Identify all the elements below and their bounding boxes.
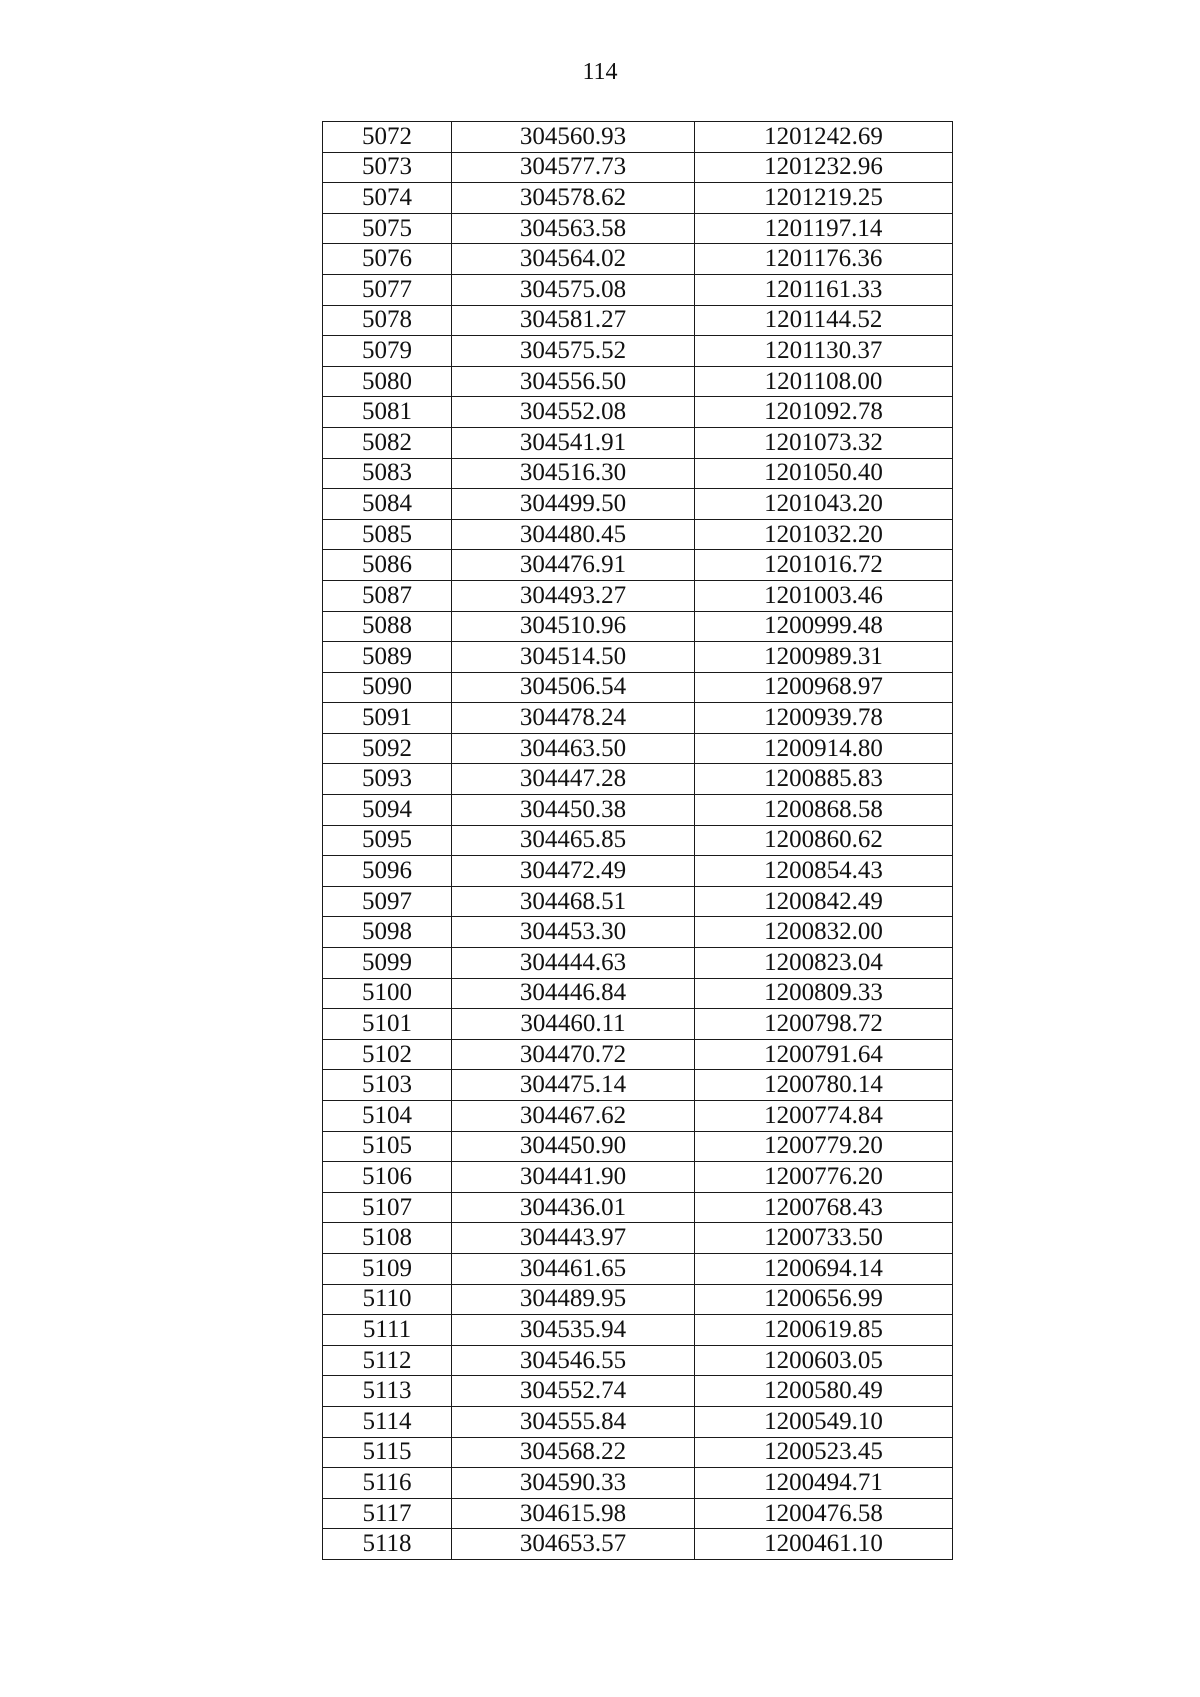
point-number-cell: 5117 [323, 1498, 452, 1529]
y-coordinate-cell: 1200854.43 [695, 856, 953, 887]
x-coordinate-cell: 304467.62 [452, 1101, 695, 1132]
point-number-cell: 5092 [323, 733, 452, 764]
point-number-cell: 5079 [323, 336, 452, 367]
table-row [323, 1131, 953, 1162]
x-coordinate-cell: 304470.72 [452, 1039, 695, 1070]
point-number-cell: 5074 [323, 183, 452, 214]
point-number-cell: 5090 [323, 672, 452, 703]
x-coordinate-cell: 304436.01 [452, 1192, 695, 1223]
point-number-cell: 5116 [323, 1468, 452, 1499]
point-number-cell: 5102 [323, 1039, 452, 1070]
point-number-cell: 5095 [323, 825, 452, 856]
y-coordinate-cell: 1200619.85 [695, 1315, 953, 1346]
table-row [323, 244, 953, 275]
table-row [323, 978, 953, 1009]
table-row [323, 703, 953, 734]
table-row [323, 917, 953, 948]
point-number-cell: 5084 [323, 489, 452, 520]
x-coordinate-cell: 304447.28 [452, 764, 695, 795]
table-row [323, 1406, 953, 1437]
x-coordinate-cell: 304446.84 [452, 978, 695, 1009]
table-row [323, 1498, 953, 1529]
point-number-cell: 5104 [323, 1101, 452, 1132]
y-coordinate-cell: 1200791.64 [695, 1039, 953, 1070]
x-coordinate-cell: 304472.49 [452, 856, 695, 887]
table-row [323, 1529, 953, 1560]
table-row [323, 1192, 953, 1223]
table-row [323, 152, 953, 183]
x-coordinate-cell: 304578.62 [452, 183, 695, 214]
table-row [323, 366, 953, 397]
table-row [323, 886, 953, 917]
point-number-cell: 5083 [323, 458, 452, 489]
table-row [323, 611, 953, 642]
point-number-cell: 5118 [323, 1529, 452, 1560]
point-number-cell: 5098 [323, 917, 452, 948]
y-coordinate-cell: 1201242.69 [695, 122, 953, 153]
point-number-cell: 5115 [323, 1437, 452, 1468]
y-coordinate-cell: 1200868.58 [695, 795, 953, 826]
table-row [323, 1376, 953, 1407]
table-row [323, 305, 953, 336]
x-coordinate-cell: 304441.90 [452, 1162, 695, 1193]
table-row [323, 213, 953, 244]
table-row [323, 183, 953, 214]
table-row [323, 458, 953, 489]
point-number-cell: 5099 [323, 948, 452, 979]
y-coordinate-cell: 1201108.00 [695, 366, 953, 397]
x-coordinate-cell: 304568.22 [452, 1437, 695, 1468]
y-coordinate-cell: 1200885.83 [695, 764, 953, 795]
y-coordinate-cell: 1200476.58 [695, 1498, 953, 1529]
y-coordinate-cell: 1201232.96 [695, 152, 953, 183]
x-coordinate-cell: 304444.63 [452, 948, 695, 979]
x-coordinate-cell: 304453.30 [452, 917, 695, 948]
point-number-cell: 5077 [323, 274, 452, 305]
y-coordinate-cell: 1201219.25 [695, 183, 953, 214]
point-number-cell: 5082 [323, 427, 452, 458]
page-number: 114 [582, 59, 618, 85]
point-number-cell: 5112 [323, 1345, 452, 1376]
table-row [323, 795, 953, 826]
x-coordinate-cell: 304463.50 [452, 733, 695, 764]
point-number-cell: 5072 [323, 122, 452, 153]
y-coordinate-cell: 1200523.45 [695, 1437, 953, 1468]
coordinates-table-body [323, 122, 953, 1560]
table-row [323, 672, 953, 703]
point-number-cell: 5111 [323, 1315, 452, 1346]
point-number-cell: 5113 [323, 1376, 452, 1407]
y-coordinate-cell: 1200860.62 [695, 825, 953, 856]
table-row [323, 427, 953, 458]
x-coordinate-cell: 304563.58 [452, 213, 695, 244]
x-coordinate-cell: 304590.33 [452, 1468, 695, 1499]
x-coordinate-cell: 304476.91 [452, 550, 695, 581]
y-coordinate-cell: 1200603.05 [695, 1345, 953, 1376]
x-coordinate-cell: 304461.65 [452, 1253, 695, 1284]
x-coordinate-cell: 304581.27 [452, 305, 695, 336]
table-row [323, 764, 953, 795]
x-coordinate-cell: 304460.11 [452, 1009, 695, 1040]
y-coordinate-cell: 1200999.48 [695, 611, 953, 642]
table-row [323, 825, 953, 856]
x-coordinate-cell: 304443.97 [452, 1223, 695, 1254]
table-row [323, 550, 953, 581]
x-coordinate-cell: 304516.30 [452, 458, 695, 489]
point-number-cell: 5097 [323, 886, 452, 917]
point-number-cell: 5107 [323, 1192, 452, 1223]
y-coordinate-cell: 1201073.32 [695, 427, 953, 458]
y-coordinate-cell: 1200656.99 [695, 1284, 953, 1315]
table-row [323, 336, 953, 367]
y-coordinate-cell: 1200842.49 [695, 886, 953, 917]
table-row [323, 1284, 953, 1315]
table-row [323, 122, 953, 153]
x-coordinate-cell: 304450.90 [452, 1131, 695, 1162]
y-coordinate-cell: 1201176.36 [695, 244, 953, 275]
table-row [323, 1009, 953, 1040]
x-coordinate-cell: 304465.85 [452, 825, 695, 856]
table-row [323, 1468, 953, 1499]
x-coordinate-cell: 304552.08 [452, 397, 695, 428]
x-coordinate-cell: 304555.84 [452, 1406, 695, 1437]
y-coordinate-cell: 1201050.40 [695, 458, 953, 489]
table-row [323, 1101, 953, 1132]
y-coordinate-cell: 1200461.10 [695, 1529, 953, 1560]
x-coordinate-cell: 304506.54 [452, 672, 695, 703]
point-number-cell: 5100 [323, 978, 452, 1009]
x-coordinate-cell: 304575.08 [452, 274, 695, 305]
y-coordinate-cell: 1201092.78 [695, 397, 953, 428]
point-number-cell: 5091 [323, 703, 452, 734]
y-coordinate-cell: 1200914.80 [695, 733, 953, 764]
point-number-cell: 5088 [323, 611, 452, 642]
point-number-cell: 5109 [323, 1253, 452, 1284]
table-row [323, 1345, 953, 1376]
table-row [323, 274, 953, 305]
table-row [323, 642, 953, 673]
y-coordinate-cell: 1201043.20 [695, 489, 953, 520]
y-coordinate-cell: 1200939.78 [695, 703, 953, 734]
x-coordinate-cell: 304556.50 [452, 366, 695, 397]
x-coordinate-cell: 304560.93 [452, 122, 695, 153]
x-coordinate-cell: 304480.45 [452, 519, 695, 550]
x-coordinate-cell: 304546.55 [452, 1345, 695, 1376]
y-coordinate-cell: 1200694.14 [695, 1253, 953, 1284]
y-coordinate-cell: 1200809.33 [695, 978, 953, 1009]
point-number-cell: 5076 [323, 244, 452, 275]
point-number-cell: 5089 [323, 642, 452, 673]
table-row [323, 489, 953, 520]
y-coordinate-cell: 1200989.31 [695, 642, 953, 673]
y-coordinate-cell: 1200768.43 [695, 1192, 953, 1223]
y-coordinate-cell: 1201130.37 [695, 336, 953, 367]
point-number-cell: 5096 [323, 856, 452, 887]
x-coordinate-cell: 304475.14 [452, 1070, 695, 1101]
table-row [323, 397, 953, 428]
x-coordinate-cell: 304564.02 [452, 244, 695, 275]
y-coordinate-cell: 1201161.33 [695, 274, 953, 305]
point-number-cell: 5085 [323, 519, 452, 550]
point-number-cell: 5081 [323, 397, 452, 428]
table-row [323, 580, 953, 611]
x-coordinate-cell: 304615.98 [452, 1498, 695, 1529]
point-number-cell: 5101 [323, 1009, 452, 1040]
table-row [323, 733, 953, 764]
y-coordinate-cell: 1200968.97 [695, 672, 953, 703]
table-row [323, 1039, 953, 1070]
table-row [323, 519, 953, 550]
x-coordinate-cell: 304499.50 [452, 489, 695, 520]
table-row [323, 1162, 953, 1193]
x-coordinate-cell: 304489.95 [452, 1284, 695, 1315]
x-coordinate-cell: 304552.74 [452, 1376, 695, 1407]
point-number-cell: 5080 [323, 366, 452, 397]
y-coordinate-cell: 1201144.52 [695, 305, 953, 336]
y-coordinate-cell: 1200580.49 [695, 1376, 953, 1407]
point-number-cell: 5094 [323, 795, 452, 826]
point-number-cell: 5114 [323, 1406, 452, 1437]
x-coordinate-cell: 304575.52 [452, 336, 695, 367]
x-coordinate-cell: 304514.50 [452, 642, 695, 673]
point-number-cell: 5086 [323, 550, 452, 581]
y-coordinate-cell: 1201016.72 [695, 550, 953, 581]
point-number-cell: 5103 [323, 1070, 452, 1101]
coordinates-table [322, 121, 953, 1560]
y-coordinate-cell: 1200823.04 [695, 948, 953, 979]
table-row [323, 1070, 953, 1101]
y-coordinate-cell: 1200733.50 [695, 1223, 953, 1254]
y-coordinate-cell: 1200780.14 [695, 1070, 953, 1101]
table-row [323, 856, 953, 887]
point-number-cell: 5078 [323, 305, 452, 336]
point-number-cell: 5106 [323, 1162, 452, 1193]
point-number-cell: 5110 [323, 1284, 452, 1315]
x-coordinate-cell: 304468.51 [452, 886, 695, 917]
y-coordinate-cell: 1200779.20 [695, 1131, 953, 1162]
table-row [323, 1253, 953, 1284]
table-row [323, 1315, 953, 1346]
point-number-cell: 5075 [323, 213, 452, 244]
point-number-cell: 5087 [323, 580, 452, 611]
point-number-cell: 5093 [323, 764, 452, 795]
y-coordinate-cell: 1201197.14 [695, 213, 953, 244]
x-coordinate-cell: 304450.38 [452, 795, 695, 826]
x-coordinate-cell: 304510.96 [452, 611, 695, 642]
x-coordinate-cell: 304478.24 [452, 703, 695, 734]
table-row [323, 1223, 953, 1254]
y-coordinate-cell: 1200774.84 [695, 1101, 953, 1132]
y-coordinate-cell: 1200549.10 [695, 1406, 953, 1437]
y-coordinate-cell: 1201032.20 [695, 519, 953, 550]
table-row [323, 948, 953, 979]
y-coordinate-cell: 1200776.20 [695, 1162, 953, 1193]
x-coordinate-cell: 304535.94 [452, 1315, 695, 1346]
y-coordinate-cell: 1200832.00 [695, 917, 953, 948]
x-coordinate-cell: 304577.73 [452, 152, 695, 183]
y-coordinate-cell: 1201003.46 [695, 580, 953, 611]
table-row [323, 1437, 953, 1468]
y-coordinate-cell: 1200798.72 [695, 1009, 953, 1040]
point-number-cell: 5105 [323, 1131, 452, 1162]
x-coordinate-cell: 304653.57 [452, 1529, 695, 1560]
x-coordinate-cell: 304493.27 [452, 580, 695, 611]
point-number-cell: 5108 [323, 1223, 452, 1254]
point-number-cell: 5073 [323, 152, 452, 183]
y-coordinate-cell: 1200494.71 [695, 1468, 953, 1499]
x-coordinate-cell: 304541.91 [452, 427, 695, 458]
